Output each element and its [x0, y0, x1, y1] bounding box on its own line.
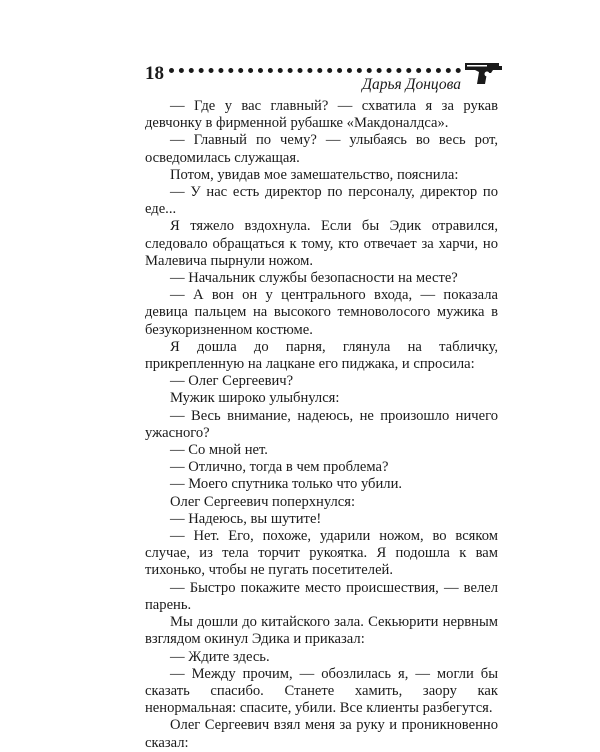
body-text — [145, 98, 498, 752]
paragraph: Мужик широко улыбнулся: — [170, 390, 340, 407]
revolver-icon — [463, 60, 503, 86]
paragraph: Я дошла до парня, глянула на табличку, прикрепленную на лацкане его пиджака, и спросила: — [145, 338, 498, 373]
paragraph: — Главный по чему? — улыбаясь во весь рот, осведомилась служащая. — [145, 132, 498, 166]
paragraph: — У нас есть директор по персоналу, директор по еде... — [145, 184, 498, 218]
paragraph: — Весь внимание, надеюсь, не произошло ничего ужасного? — [145, 407, 498, 441]
paragraph: — Ждите здесь. — [170, 648, 270, 665]
paragraph: Я тяжело вздохнула. Если бы Эдик отравился, следовало обращаться к тому, кто отвечает за харчи, но Малевича пырнули ножом. — [145, 218, 498, 269]
paragraph: — Между прочим, — обозлилась я, — могли бы сказать спасибо. Станете хамить, заору как ненормальная: спасите, убили. Все клиенты разбегутся. — [145, 665, 498, 717]
page-number: 18 — [145, 63, 164, 84]
paragraph: — Моего спутника только что убили. — [170, 476, 403, 493]
paragraph: Олег Сергеевич поперхнулся: — [170, 493, 356, 510]
dotted-rule — [169, 62, 461, 73]
paragraph: — Быстро покажите место происшествия, — велел парень. — [145, 579, 498, 613]
paragraph: — Отлично, тогда в чем проблема? — [170, 459, 389, 476]
paragraph: — Олег Сергеевич? — [170, 373, 294, 390]
paragraph: — Со мной нет. — [170, 442, 268, 459]
paragraph: Мы дошли до китайского зала. Секьюрити нервным взглядом окинул Эдика и приказал: — [145, 614, 498, 648]
paragraph: — А вон он у центрального входа, — показала девица пальцем на высокого темноволосого мужика в безукоризненном костюме. — [145, 287, 498, 338]
running-header — [145, 60, 503, 94]
paragraph: — Начальник службы безопасности на месте? — [170, 270, 458, 287]
author-name: Дарья Донцова — [362, 76, 461, 93]
paragraph: — Надеюсь, вы шутите! — [170, 510, 322, 527]
paragraph: — Где у вас главный? — схватила я за рукав девчонку в фирменной рубашке «Макдоналдса». — [145, 98, 498, 132]
paragraph: Олег Сергеевич взял меня за руку и проникновенно сказал: — [145, 717, 498, 751]
paragraph: Потом, увидав мое замешательство, пояснила: — [170, 166, 459, 183]
paragraph: — Нет. Его, похоже, ударили ножом, во всяком случае, из тела торчит рукоятка. Я подошла к вам тихонько, чтобы не пугать посетителей. — [145, 528, 498, 579]
